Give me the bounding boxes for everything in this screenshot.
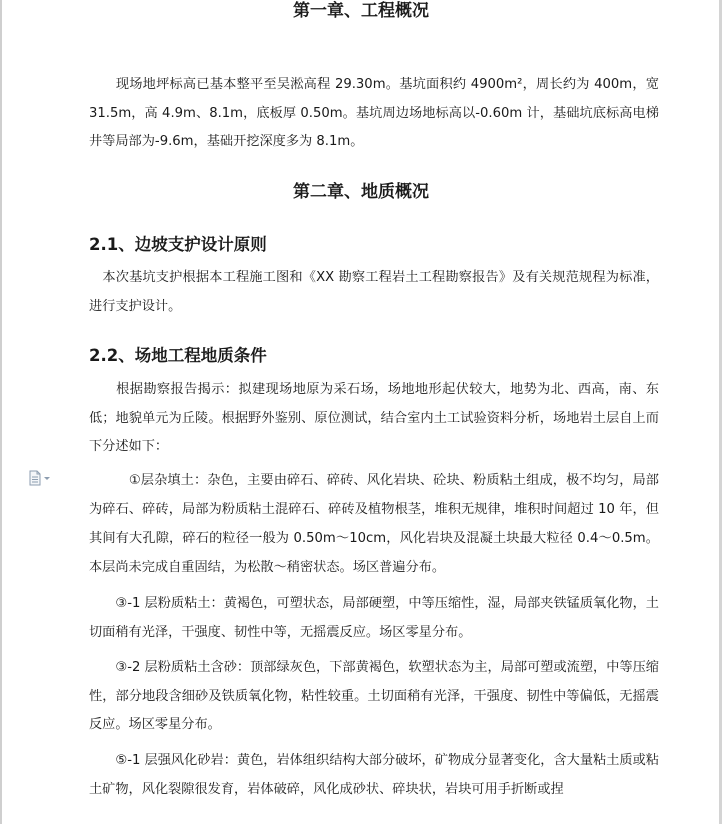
layer-1-description: ①层杂填土：杂色，主要由碎石、碎砖、风化岩块、砼块、粉质粘土组成，极不均匀，局部为碎石、碎砖，局部为粉质粘土混碎石、碎砖及植物根茎，堆积无规律，堆积时间超过 10 年，但其间有大孔隙，碎石的粒径一般为 0.50m～10cm，风化岩块及混凝土块最大粒径 0.4～0.5m。本层尚未完成自重固结，为松散～稍密状态。场区普遍分布。: [89, 473, 659, 575]
section-2-2-heading: 2.2、场地工程地质条件: [89, 346, 267, 365]
chapter-2-title: 第二章、地质概况: [293, 182, 429, 202]
section-2-1-heading: 2.1、边坡支护设计原则: [89, 235, 267, 254]
section-2-2-intro: 根据勘察报告揭示：拟建现场地原为采石场，场地地形起伏较大，地势为北、西高，南、东低；地貌单元为丘陵。根据野外鉴别、原位测试，结合室内土工试验资料分析，场地岩土层自上而下分述如下：: [89, 382, 659, 454]
document-options-icon-graphic: [28, 470, 54, 486]
chapter-1-title: 第一章、工程概况: [293, 1, 429, 21]
layer-3-1-description: ③-1 层粉质粘土：黄褐色，可塑状态，局部硬塑，中等压缩性，湿，局部夹铁锰质氧化物，土切面稍有光泽，干强度、韧性中等，无摇震反应。场区零星分布。: [89, 596, 659, 640]
section-2-1-paragraph: 本次基坑支护根据本工程施工图和《XX 勘察工程岩土工程勘察报告》及有关规范规程为标准，进行支护设计。: [89, 270, 659, 314]
layer-5-1-description: ⑤-1 层强风化砂岩：黄色，岩体组织结构大部分破坏，矿物成分显著变化，含大量粘土质或粘土矿物，风化裂隙很发育，岩体破碎，风化成砂状、碎块状，岩块可用手折断或捏: [89, 753, 659, 797]
layer-3-2-description: ③-2 层粉质粘土含砂：顶部绿灰色，下部黄褐色，软塑状态为主，局部可塑或流塑，中等压缩性，部分地段含细砂及铁质氧化物，粘性较重。土切面稍有光泽，干强度、韧性中等偏低，无摇震反应。场区零星分布。: [89, 660, 659, 732]
chapter-1-paragraph: 现场地坪标高已基本整平至吴淞高程 29.30m。基坑面积约 4900m²，周长约为 400m，宽 31.5m，高 4.9m、8.1m，底板厚 0.50m。基坑周边场地标高以-0.60m 计，基础坑底标高电梯井等局部为-9.6m，基础开挖深度多为 8.1m。: [89, 77, 659, 149]
document-options-icon[interactable]: [28, 470, 54, 486]
